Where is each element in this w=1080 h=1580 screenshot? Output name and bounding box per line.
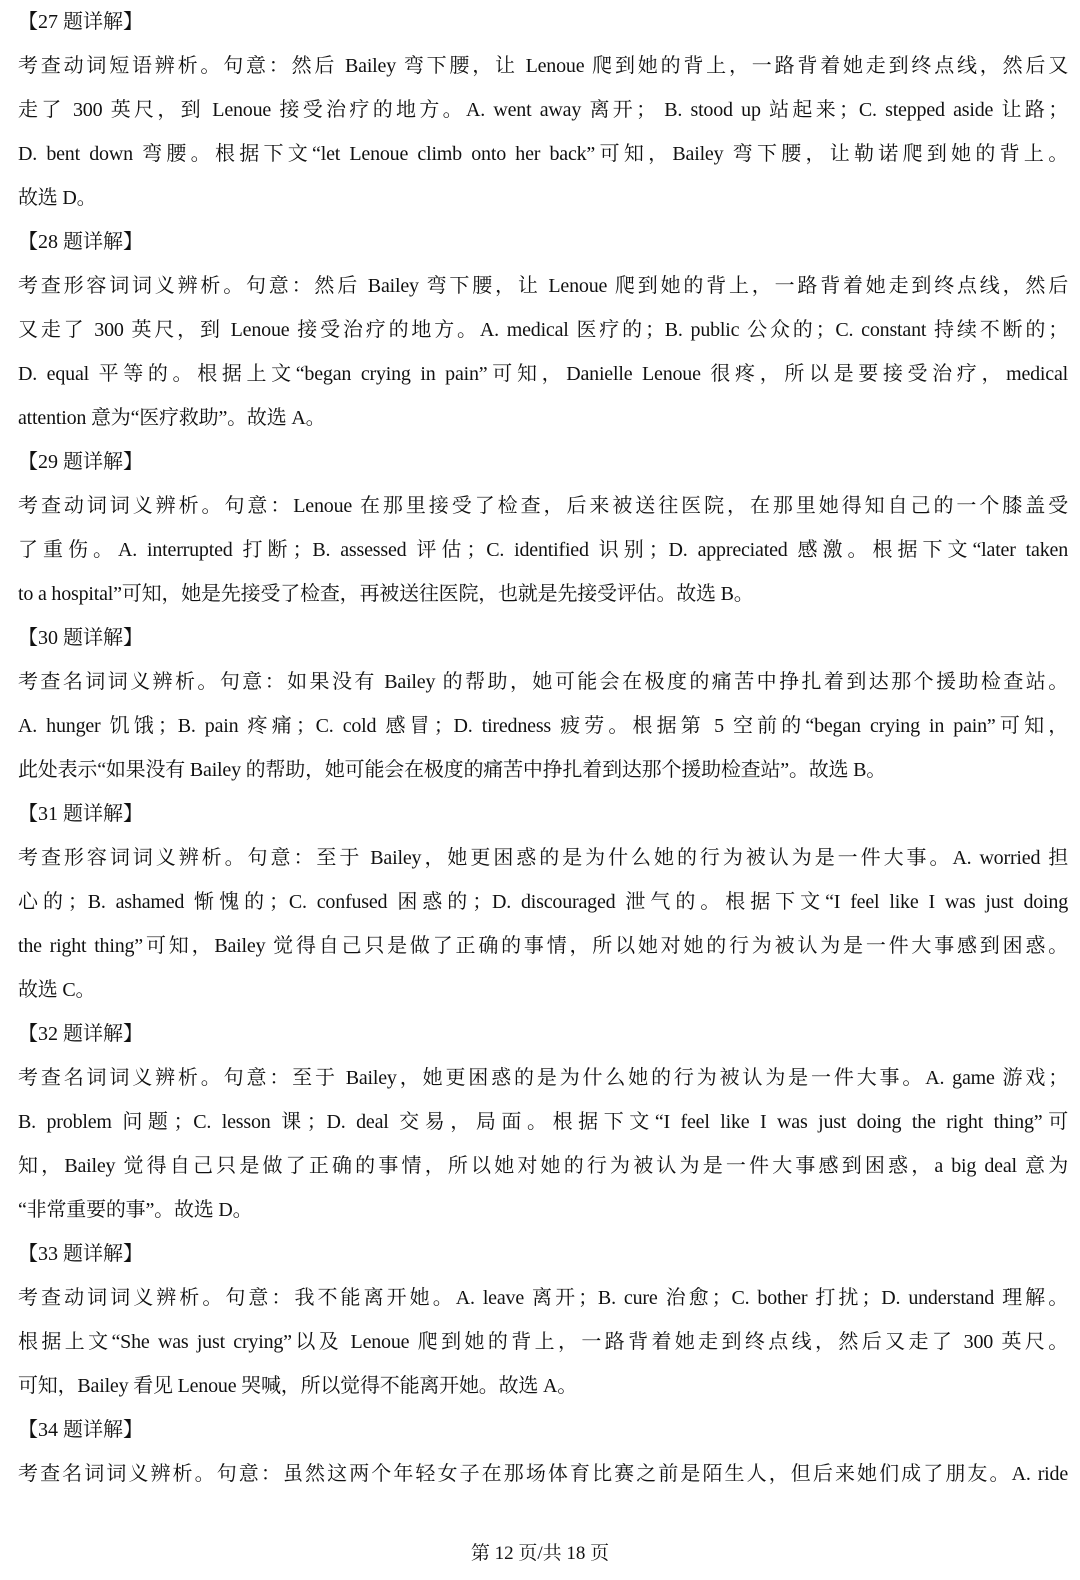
section-header: 【31 题详解】 [18, 803, 143, 825]
section-header: 【29 题详解】 [18, 451, 143, 473]
text-line: to a hospital”可知，她是先接受了检查，再被送往医院，也就是先接受评估。故选 B。 [18, 583, 754, 605]
text-line: 考查动词词义辨析。句意：我不能离开她。A. leave 离开；B. cure 治愈；C. bother 打扰；D. understand 理解。 [18, 1287, 1068, 1309]
text-line: 走了 300 英尺，到 Lenoue 接受治疗的地方。A. went away 离开； B. stood up 站起来；C. stepped aside 让路； [18, 99, 1068, 121]
explanation-section [18, 0, 1068, 220]
text-line: D. bent down 弯腰。根据下文“let Lenoue climb onto her back”可知，Bailey 弯下腰，让勒诺爬到她的背上。 [18, 143, 1068, 165]
text-line: 考查动词短语辨析。句意：然后 Bailey 弯下腰，让 Lenoue 爬到她的背上，一路背着她走到终点线，然后又 [18, 55, 1068, 77]
explanation-section [18, 1012, 1068, 1232]
explanation-section [18, 1232, 1068, 1408]
text-line: 故选 D。 [18, 187, 97, 209]
text-line: 知，Bailey 觉得自己只是做了正确的事情，所以她对她的行为被认为是一件大事感到困惑，a big deal 意为 [18, 1155, 1068, 1177]
section-header: 【34 题详解】 [18, 1419, 143, 1441]
explanation-section [18, 616, 1068, 792]
text-line: 心的；B. ashamed 惭愧的；C. confused 困惑的；D. discouraged 泄气的。根据下文“I feel like I was just doing [18, 891, 1068, 913]
text-line: the right thing”可知，Bailey 觉得自己只是做了正确的事情，所以她对她的行为被认为是一件大事感到困惑。 [18, 935, 1068, 957]
text-line: 根据上文“She was just crying”以及 Lenoue 爬到她的背上，一路背着她走到终点线，然后又走了 300 英尺。 [18, 1331, 1068, 1353]
text-line: 考查动词词义辨析。句意：Lenoue 在那里接受了检查，后来被送往医院，在那里她得知自己的一个膝盖受 [18, 495, 1068, 517]
text-line: 考查名词词义辨析。句意：如果没有 Bailey 的帮助，她可能会在极度的痛苦中挣扎着到达那个援助检查站。 [18, 671, 1068, 693]
text-line: “非常重要的事”。故选 D。 [18, 1199, 253, 1221]
section-header: 【28 题详解】 [18, 231, 143, 253]
text-line: 了重伤。A. interrupted 打断；B. assessed 评估；C. identified 识别；D. appreciated 感激。根据下文“later taken [18, 539, 1068, 561]
text-line: attention 意为“医疗救助”。故选 A。 [18, 407, 326, 429]
text-line: 又走了 300 英尺，到 Lenoue 接受治疗的地方。A. medical 医疗的；B. public 公众的；C. constant 持续不断的； [18, 319, 1068, 341]
page-number: 第 12 页/共 18 页 [470, 1543, 610, 1564]
text-line: 考查形容词词义辨析。句意：至于 Bailey，她更困惑的是为什么她的行为被认为是一件大事。A. worried 担 [18, 847, 1068, 869]
text-line: 考查名词词义辨析。句意：至于 Bailey，她更困惑的是为什么她的行为被认为是一件大事。A. game 游戏； [18, 1067, 1068, 1089]
text-line: 考查名词词义辨析。句意：虽然这两个年轻女子在那场体育比赛之前是陌生人，但后来她们成了朋友。A. ride [18, 1463, 1068, 1485]
text-line: A. hunger 饥饿；B. pain 疼痛；C. cold 感冒；D. tiredness 疲劳。根据第 5 空前的“began crying in pain”可知， [18, 715, 1068, 737]
text-line: 考查形容词词义辨析。句意：然后 Bailey 弯下腰，让 Lenoue 爬到她的背上，一路背着她走到终点线，然后 [18, 275, 1068, 297]
text-line: 故选 C。 [18, 979, 96, 1001]
explanation-section [18, 440, 1068, 616]
document-body [18, 0, 1068, 1496]
explanation-section [18, 792, 1068, 1012]
text-line: 此处表示“如果没有 Bailey 的帮助，她可能会在极度的痛苦中挣扎着到达那个援助检查站”。故选 B。 [18, 759, 887, 781]
text-line: 可知，Bailey 看见 Lenoue 哭喊，所以觉得不能离开她。故选 A。 [18, 1375, 578, 1397]
text-line: B. problem 问题；C. lesson 课；D. deal 交易，局面。根据下文“I feel like I was just doing the right thing”可 [18, 1111, 1068, 1133]
section-header: 【33 题详解】 [18, 1243, 143, 1265]
explanation-section [18, 1408, 1068, 1496]
section-header: 【27 题详解】 [18, 11, 143, 33]
section-header: 【32 题详解】 [18, 1023, 143, 1045]
section-header: 【30 题详解】 [18, 627, 143, 649]
explanation-section [18, 220, 1068, 440]
text-line: D. equal 平等的。根据上文“began crying in pain”可知，Danielle Lenoue 很疼，所以是要接受治疗，medical [18, 363, 1068, 385]
